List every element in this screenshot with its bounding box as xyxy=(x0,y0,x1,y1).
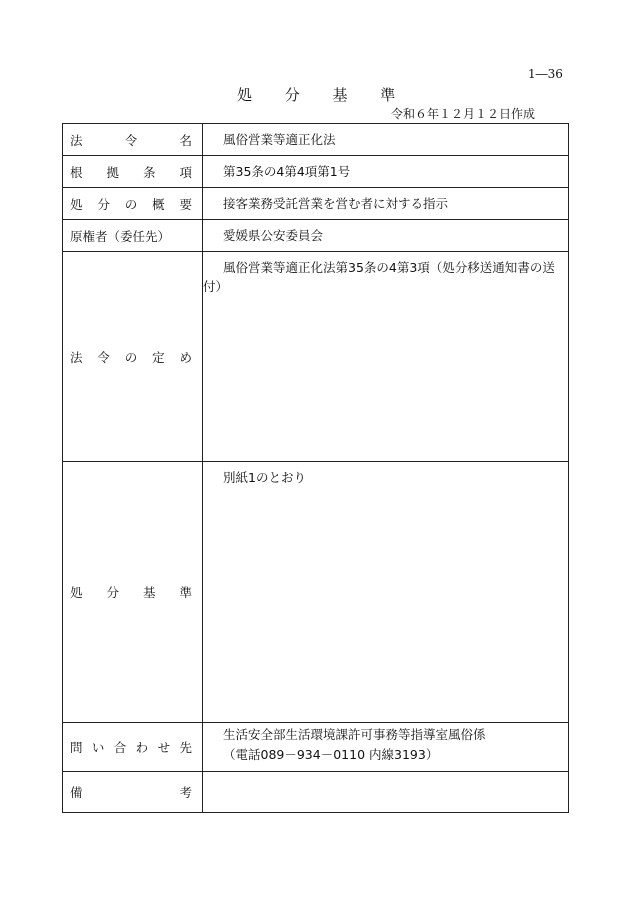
label-remarks xyxy=(63,772,203,813)
label-law-name xyxy=(63,124,203,156)
label-disposition-standard xyxy=(63,462,203,723)
label-char: 備 xyxy=(70,785,83,800)
value-law-name: 風俗営業等適正化法 xyxy=(223,132,336,147)
value-basis-clause: 第35条の4第4項第1号 xyxy=(223,164,351,179)
row-basis-clause xyxy=(63,156,569,188)
label-disposition-summary xyxy=(63,188,203,220)
row-contact xyxy=(63,723,569,772)
label-char: 基 xyxy=(142,585,156,600)
value-contact xyxy=(203,723,568,765)
label-char: わ xyxy=(135,740,149,755)
label-authority-text: 原権者（委任先） xyxy=(70,228,171,244)
label-authority xyxy=(63,220,203,252)
row-disposition-standard xyxy=(63,462,569,723)
value-legal-provision: 風俗営業等適正化法第35条の4第3項（処分移送通知書の送付） xyxy=(203,260,555,294)
value-remarks xyxy=(203,772,568,778)
label-char: 令 xyxy=(124,132,138,148)
label-char: 拠 xyxy=(106,164,119,180)
value-authority: 愛媛県公安委員会 xyxy=(223,228,324,243)
label-char: 概 xyxy=(152,196,165,212)
document-title: 処 分 基 準 xyxy=(237,86,410,104)
page-number: 1―36 xyxy=(528,67,563,81)
label-char: 定 xyxy=(152,349,165,365)
label-char: 先 xyxy=(179,740,192,755)
row-legal-provision xyxy=(63,252,569,462)
label-char: 項 xyxy=(179,164,192,180)
contact-department: 生活安全部生活環境課許可事務等指導室風俗係 xyxy=(223,727,486,742)
label-char: い xyxy=(91,740,105,755)
label-char: 法 xyxy=(70,349,83,365)
label-char: 令 xyxy=(97,349,110,365)
contact-phone: （電話089－934－0110 内線3193） xyxy=(223,747,439,762)
label-char: せ xyxy=(157,740,171,755)
disposition-standard-table xyxy=(62,123,569,813)
label-char: の xyxy=(124,196,138,212)
label-char: 名 xyxy=(179,132,192,148)
label-basis-clause xyxy=(63,156,203,188)
creation-date: 令和６年１２月１２日作成 xyxy=(391,107,536,121)
value-disposition-standard: 別紙1のとおり xyxy=(223,470,306,485)
row-disposition-summary xyxy=(63,188,569,220)
label-char: 処 xyxy=(70,585,83,600)
label-char: 準 xyxy=(179,585,192,600)
label-char: 根 xyxy=(70,164,83,180)
label-char: 法 xyxy=(70,132,83,148)
label-char: 処 xyxy=(70,196,83,212)
label-char: 分 xyxy=(106,585,119,600)
row-law-name xyxy=(63,124,569,156)
label-char: 要 xyxy=(179,196,192,212)
label-char: 合 xyxy=(113,740,127,755)
row-remarks xyxy=(63,772,569,813)
label-legal-provision xyxy=(63,252,203,462)
label-char: 条 xyxy=(142,164,156,180)
label-char: の xyxy=(124,349,138,365)
value-disposition-summary: 接客業務受託営業を営む者に対する指示 xyxy=(223,196,449,211)
label-char: 分 xyxy=(97,196,110,212)
row-authority xyxy=(63,220,569,252)
label-char: め xyxy=(179,349,192,365)
label-char: 問 xyxy=(70,740,83,755)
label-char: 考 xyxy=(179,785,192,800)
label-contact xyxy=(63,723,203,772)
